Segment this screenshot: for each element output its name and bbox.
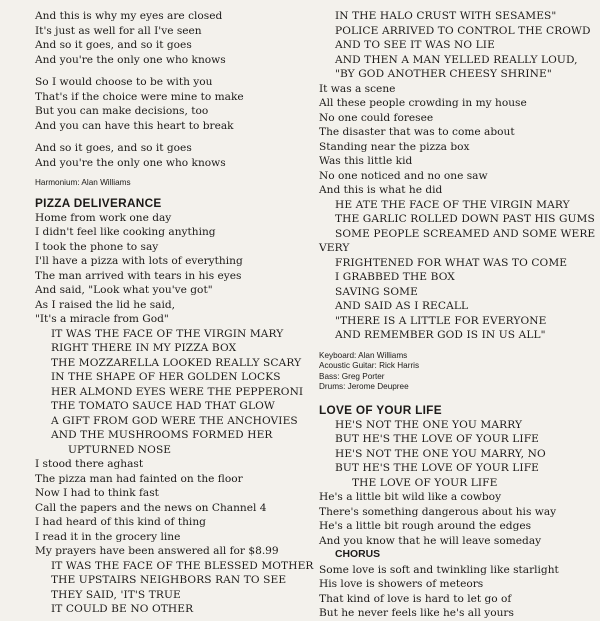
lyric-line: No one noticed and no one saw (319, 169, 488, 182)
lyric-line: I stood there aghast (35, 458, 144, 470)
lyric-line: THE LOVE OF YOUR LIFE (352, 476, 498, 489)
lyric-line: My prayers have been answered all for $8.99 (35, 545, 279, 557)
lyric-line: SAVING SOME (335, 285, 418, 298)
lyric-line: VERY (319, 242, 350, 254)
song-title: LOVE OF YOUR LIFE (319, 402, 442, 417)
lyric-line: SOME PEOPLE SCREAMED AND SOME WERE (335, 227, 596, 240)
lyric-line: THE TOMATO SAUCE HAD THAT GLOW (51, 400, 275, 412)
verse (319, 563, 589, 621)
lyric-line: Standing near the pizza box (319, 140, 470, 153)
lyric-line: He's a little bit rough around the edges (319, 520, 532, 532)
chorus-block (35, 327, 304, 458)
lyric-line: THEY SAID, 'IT'S TRUE (51, 588, 181, 601)
lyric-line: POLICE ARRIVED TO CONTROL THE CROWD (335, 24, 591, 37)
verse (35, 211, 300, 327)
lyric-line: I took the phone to say (35, 240, 159, 253)
lyric-line: I had heard of this kind of thing (35, 516, 206, 528)
lyric-line: HE'S NOT THE ONE YOU MARRY (335, 418, 523, 431)
lyric-line: The pizza man had fainted on the floor (35, 472, 243, 485)
lyric-line: BUT HE'S THE LOVE OF YOUR LIFE (335, 462, 540, 474)
lyric-line: I didn't feel like cooking anything (35, 226, 216, 238)
verse (319, 82, 589, 198)
lyric-line: No one could foresee (319, 111, 434, 124)
lyric-line: And you know that he will leave someday (319, 534, 542, 547)
lyric-line: I GRABBED THE BOX (335, 271, 455, 283)
lyric-line: That kind of love is hard to let go of (319, 592, 512, 605)
lyric-line: AND THE MUSHROOMS FORMED HER (51, 429, 273, 441)
lyric-line: IN THE HALO CRUST WITH SESAMES" (335, 10, 557, 22)
lyric-line: And so it goes, and so it goes (35, 142, 192, 154)
lyric-line: And you're the only one who knows (35, 53, 226, 66)
lyric-line: THE GARLIC ROLLED DOWN PAST HIS GUMS (335, 213, 595, 225)
lyric-line: AND REMEMBER GOD IS IN US ALL" (335, 329, 546, 341)
chorus-block (319, 198, 596, 343)
musician-credit: Keyboard: Alan Williams (319, 350, 408, 360)
lyric-line: THE UPSTAIRS NEIGHBORS RAN TO SEE (51, 574, 287, 586)
lyric-line: AND THEN A MAN YELLED REALLY LOUD, (335, 53, 578, 66)
lyric-line: It was a scene (319, 82, 396, 95)
verse (35, 457, 300, 559)
left-column (35, 9, 314, 617)
lyric-line: HE ATE THE FACE OF THE VIRGIN MARY (335, 198, 570, 211)
lyric-line: Was this little kid (319, 155, 413, 167)
lyric-line: I'll have a pizza with lots of everything (35, 255, 243, 267)
lyric-line: His love is showers of meteors (319, 578, 484, 590)
lyric-line: The man arrived with tears in his eyes (35, 269, 242, 282)
lyric-line: Home from work one day (35, 211, 172, 224)
lyric-line: HE'S NOT THE ONE YOU MARRY, NO (335, 447, 546, 460)
musician-credit: Bass: Greg Porter (319, 371, 385, 381)
lyric-line: IT WAS THE FACE OF THE BLESSED MOTHER (51, 559, 314, 572)
stanza (35, 9, 300, 67)
lyric-line: And so it goes, and so it goes (35, 39, 192, 51)
lyric-line: As I raised the lid he said, (35, 298, 176, 311)
lyric-line: A GIFT FROM GOD WERE THE ANCHOVIES (51, 414, 298, 427)
lyric-line: And this is what he did (319, 184, 443, 196)
lyric-line: But you can make decisions, too (35, 105, 209, 117)
lyric-line: And you can have this heart to break (35, 119, 234, 132)
lyric-line: Call the papers and the news on Channel 4 (35, 501, 267, 514)
lyric-line: "It's a miracle from God" (35, 313, 169, 325)
lyric-line: Some love is soft and twinkling like starlight (319, 563, 559, 576)
musician-credit: Harmonium: Alan Williams (35, 178, 131, 187)
lyric-line: THE MOZZARELLA LOOKED REALLY SCARY (51, 356, 302, 369)
lyric-line: "THERE IS A LITTLE FOR EVERYONE (335, 314, 547, 327)
lyric-line: And said, "Look what you've got" (35, 284, 213, 296)
lyric-line: It's just as well for all I've seen (35, 24, 202, 37)
lyric-line: FRIGHTENED FOR WHAT WAS TO COME (335, 256, 568, 269)
lyric-line: And this is why my eyes are closed (35, 10, 223, 22)
lyric-line: I read it in the grocery line (35, 530, 181, 543)
musician-credit: Drums: Jerome Deupree (319, 382, 409, 391)
lyric-line: There's something dangerous about his way (319, 505, 557, 518)
lyric-line: AND TO SEE IT WAS NO LIE (335, 39, 495, 51)
lyric-line: "BY GOD ANOTHER CHEESY SHRINE" (335, 68, 552, 80)
chorus-block (35, 559, 314, 617)
musician-credits (319, 351, 589, 393)
verse (319, 490, 589, 548)
lyric-line: IT WAS THE FACE OF THE VIRGIN MARY (51, 327, 284, 340)
chorus-block (319, 418, 589, 491)
lyric-line: HER ALMOND EYES WERE THE PEPPERONI (51, 385, 304, 398)
lyric-line: IT COULD BE NO OTHER (51, 603, 194, 615)
lyric-line: But he never feels like he's all yours (319, 607, 514, 619)
chorus-label: CHORUS (335, 549, 381, 560)
lyric-line: So I would choose to be with you (35, 76, 213, 88)
musician-credit: Acoustic Guitar: Rick Harris (319, 361, 420, 370)
lyric-line: All these people crowding in my house (319, 97, 527, 109)
lyric-line: He's a little bit wild like a cowboy (319, 491, 502, 503)
lyric-line: UPTURNED NOSE (68, 443, 172, 456)
lyric-line: That's if the choice were mine to make (35, 90, 244, 103)
lyric-line: Now I had to think fast (35, 487, 159, 499)
lyric-line: BUT HE'S THE LOVE OF YOUR LIFE (335, 433, 540, 445)
lyric-line: IN THE SHAPE OF HER GOLDEN LOCKS (51, 371, 281, 383)
chorus-block (319, 9, 589, 82)
right-column (319, 9, 596, 621)
lyric-line: RIGHT THERE IN MY PIZZA BOX (51, 342, 237, 354)
lyric-line: The disaster that was to come about (319, 126, 515, 138)
lyric-line: And you're the only one who knows (35, 156, 226, 169)
lyric-line: AND SAID AS I RECALL (335, 300, 469, 312)
song-title: PIZZA DELIVERANCE (35, 195, 162, 210)
stanza (35, 75, 300, 133)
stanza (35, 141, 300, 170)
